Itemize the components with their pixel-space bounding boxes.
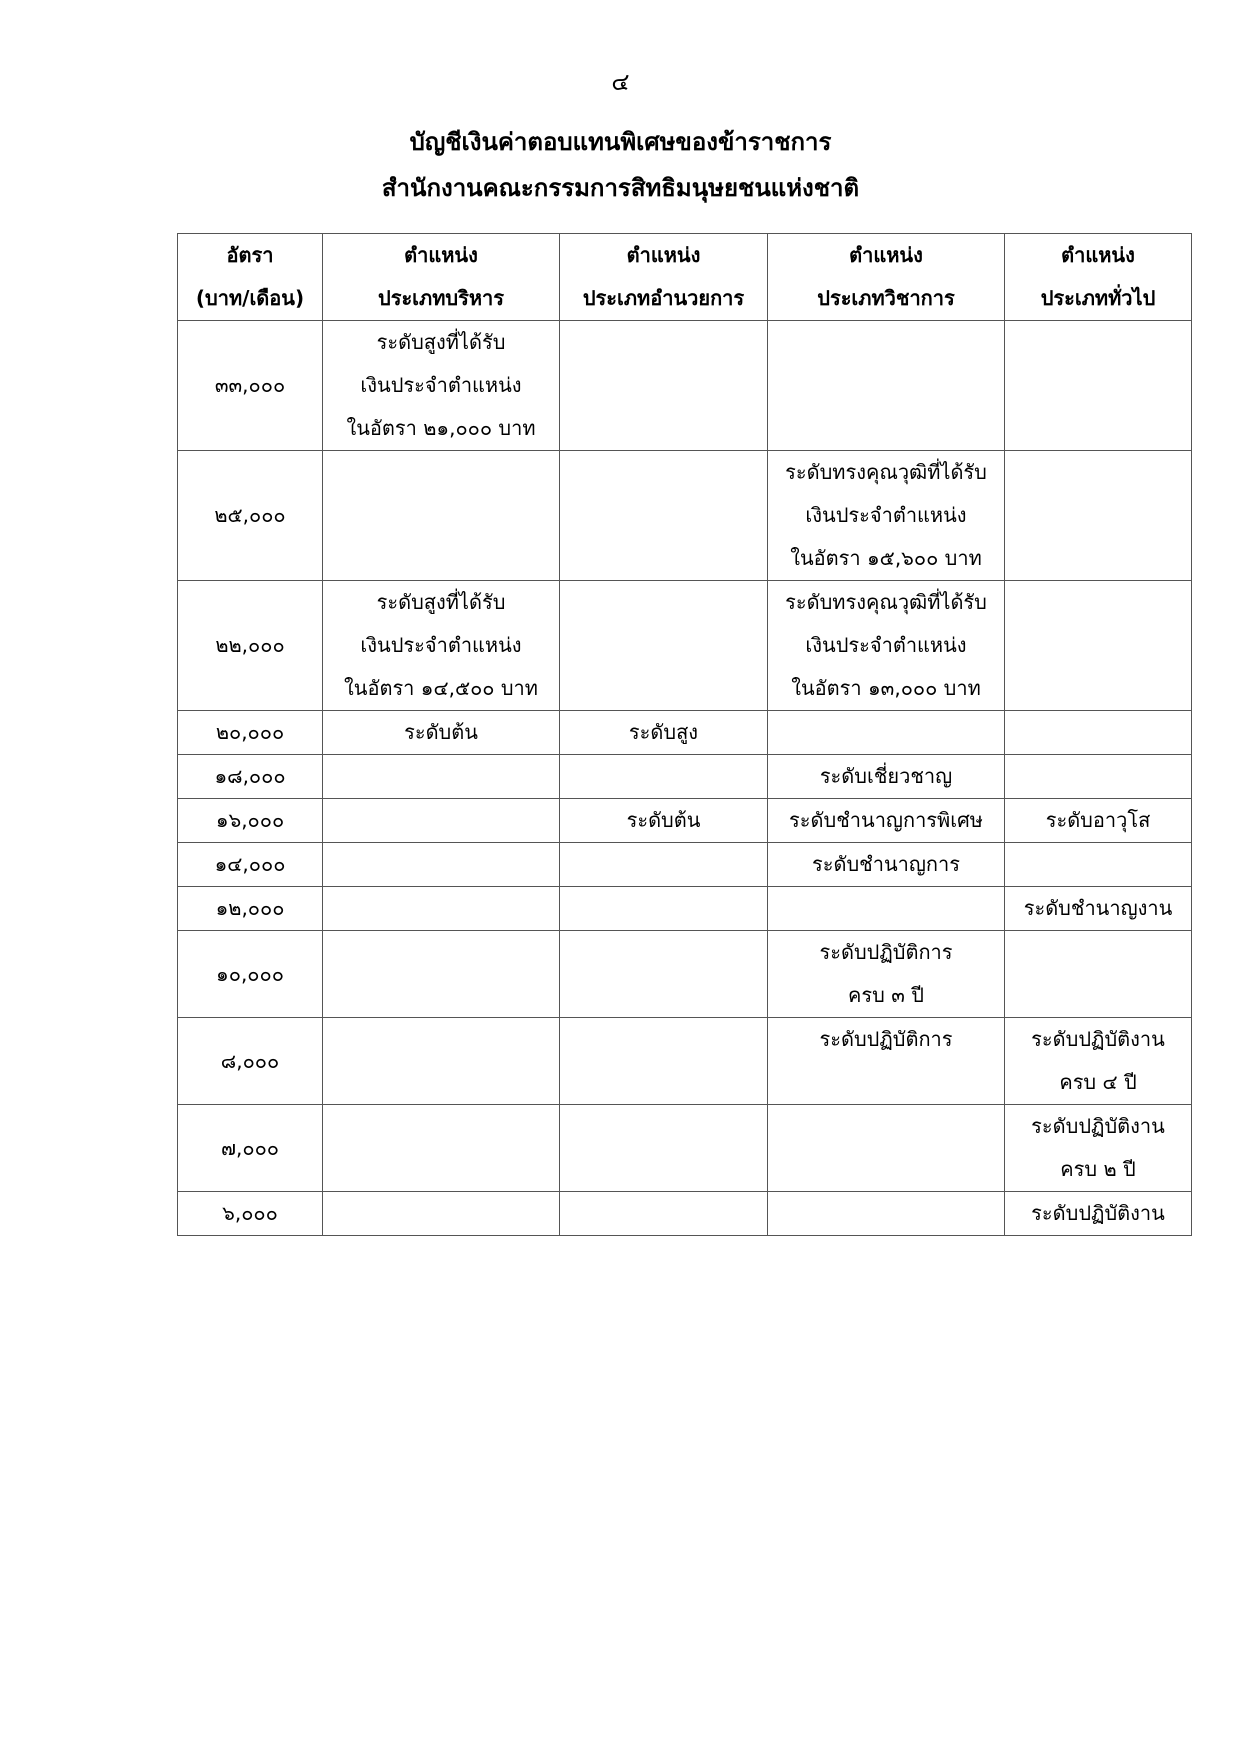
executive-cell-line: ในอัตรา ๒๑,๐๐๐ บาท: [346, 416, 536, 440]
header-row: [178, 234, 1192, 321]
executive-cell: [323, 887, 560, 931]
academic-cell-line: ระดับชำนาญการพิเศษ: [789, 808, 983, 832]
executive-cell: [323, 799, 560, 843]
academic-cell: [768, 931, 1005, 1018]
general-cell: [1005, 843, 1192, 887]
executive-cell: [323, 451, 560, 581]
executive-cell: [323, 1105, 560, 1192]
table-row: [178, 581, 1192, 711]
rate-cell: ๑๐,๐๐๐: [178, 931, 323, 1018]
table-row: [178, 755, 1192, 799]
header-general: [1005, 234, 1192, 321]
academic-cell: [768, 321, 1005, 451]
administrative-cell: [560, 1018, 768, 1105]
rate-cell: ๑๘,๐๐๐: [178, 755, 323, 799]
administrative-cell: [560, 581, 768, 711]
header-executive: [323, 234, 560, 321]
academic-cell: [768, 581, 1005, 711]
administrative-cell: [560, 1105, 768, 1192]
rate-cell: ๑๖,๐๐๐: [178, 799, 323, 843]
general-cell: [1005, 799, 1192, 843]
executive-cell: [323, 1192, 560, 1236]
general-cell-line: ระดับปฏิบัติงาน: [1031, 1027, 1165, 1051]
table-row: [178, 1192, 1192, 1236]
administrative-cell: [560, 1192, 768, 1236]
administrative-cell: [560, 931, 768, 1018]
table-row: [178, 711, 1192, 755]
general-cell-line: ระดับปฏิบัติงาน: [1031, 1201, 1165, 1225]
academic-cell-line: ในอัตรา ๑๕,๖๐๐ บาท: [790, 546, 982, 570]
general-cell-line: ระดับอาวุโส: [1045, 808, 1151, 832]
rate-cell: ๑๒,๐๐๐: [178, 887, 323, 931]
academic-cell-line: ระดับทรงคุณวุฒิที่ได้รับ: [785, 460, 987, 484]
administrative-cell: [560, 451, 768, 581]
academic-cell: [768, 755, 1005, 799]
general-cell: [1005, 887, 1192, 931]
academic-cell: [768, 1192, 1005, 1236]
general-cell: [1005, 1192, 1192, 1236]
compensation-table: [177, 233, 1192, 1236]
executive-cell: [323, 755, 560, 799]
executive-cell: [323, 321, 560, 451]
academic-cell-line: ครบ ๓ ปี: [848, 983, 924, 1007]
general-cell: [1005, 451, 1192, 581]
rate-cell: ๗,๐๐๐: [178, 1105, 323, 1192]
rate-cell: ๒๒,๐๐๐: [178, 581, 323, 711]
header-executive-line2: ประเภทบริหาร: [378, 286, 504, 310]
administrative-cell: [560, 887, 768, 931]
page-number: ๔: [611, 68, 630, 96]
general-cell: [1005, 755, 1192, 799]
header-general-line1: ตำแหน่ง: [1061, 243, 1135, 267]
header-rate: [178, 234, 323, 321]
rate-cell: ๒๕,๐๐๐: [178, 451, 323, 581]
academic-cell-line: ระดับทรงคุณวุฒิที่ได้รับ: [785, 590, 987, 614]
header-general-line2: ประเภททั่วไป: [1040, 286, 1156, 310]
general-cell: [1005, 321, 1192, 451]
document-subtitle: สำนักงานคณะกรรมการสิทธิมนุษยชนแห่งชาติ: [381, 174, 860, 202]
table-row: [178, 799, 1192, 843]
general-cell: [1005, 931, 1192, 1018]
executive-cell: [323, 843, 560, 887]
academic-cell-line: ระดับปฏิบัติการ: [819, 940, 953, 964]
academic-cell: [768, 711, 1005, 755]
header-rate-line2: (บาท/เดือน): [195, 286, 305, 310]
general-cell-line: ครบ ๒ ปี: [1060, 1157, 1136, 1181]
general-cell: [1005, 711, 1192, 755]
table-row: [178, 451, 1192, 581]
header-executive-line1: ตำแหน่ง: [404, 243, 478, 267]
executive-cell: [323, 1018, 560, 1105]
header-administrative-line1: ตำแหน่ง: [626, 243, 701, 267]
table-row: [178, 843, 1192, 887]
academic-cell-line: เงินประจำตำแหน่ง: [805, 633, 967, 657]
administrative-cell: [560, 843, 768, 887]
executive-cell: [323, 581, 560, 711]
general-cell-line: ครบ ๔ ปี: [1059, 1070, 1137, 1094]
academic-cell: [768, 843, 1005, 887]
academic-cell: [768, 799, 1005, 843]
rate-cell: ๖,๐๐๐: [178, 1192, 323, 1236]
executive-cell-line: เงินประจำตำแหน่ง: [360, 633, 522, 657]
academic-cell-line: เงินประจำตำแหน่ง: [805, 503, 967, 527]
executive-cell: [323, 711, 560, 755]
rate-cell: ๑๔,๐๐๐: [178, 843, 323, 887]
executive-cell-line: ระดับต้น: [404, 720, 478, 744]
executive-cell: [323, 931, 560, 1018]
header-academic-line1: ตำแหน่ง: [849, 243, 923, 267]
header-administrative-line2: ประเภทอำนวยการ: [582, 286, 745, 310]
table-row: [178, 1018, 1192, 1105]
rate-cell: ๓๓,๐๐๐: [178, 321, 323, 451]
academic-cell-line: ระดับชำนาญการ: [812, 852, 960, 876]
administrative-cell: [560, 711, 768, 755]
general-cell-line: ระดับปฏิบัติงาน: [1031, 1114, 1165, 1138]
executive-cell-line: ระดับสูงที่ได้รับ: [376, 590, 506, 614]
header-academic: [768, 234, 1005, 321]
rate-cell: ๘,๐๐๐: [178, 1018, 323, 1105]
header-academic-line2: ประเภทวิชาการ: [817, 286, 955, 310]
academic-cell-line: ในอัตรา ๑๓,๐๐๐ บาท: [791, 676, 981, 700]
academic-cell: [768, 451, 1005, 581]
general-cell: [1005, 581, 1192, 711]
general-cell: [1005, 1105, 1192, 1192]
table-row: [178, 931, 1192, 1018]
administrative-cell: [560, 321, 768, 451]
executive-cell-line: เงินประจำตำแหน่ง: [360, 373, 522, 397]
administrative-cell-line: ระดับสูง: [628, 720, 699, 744]
header-rate-line1: อัตรา: [226, 243, 274, 267]
administrative-cell: [560, 755, 768, 799]
document-title: บัญชีเงินค่าตอบแทนพิเศษของข้าราชการ: [409, 128, 832, 156]
rate-cell: ๒๐,๐๐๐: [178, 711, 323, 755]
academic-cell-line: ระดับปฏิบัติการ: [819, 1027, 953, 1051]
executive-cell-line: ในอัตรา ๑๔,๕๐๐ บาท: [344, 676, 538, 700]
general-cell-line: ระดับชำนาญงาน: [1023, 896, 1173, 920]
table-row: [178, 1105, 1192, 1192]
academic-cell: [768, 1105, 1005, 1192]
administrative-cell: [560, 799, 768, 843]
executive-cell-line: ระดับสูงที่ได้รับ: [376, 330, 506, 354]
academic-cell: [768, 1018, 1005, 1105]
table-row: [178, 887, 1192, 931]
general-cell: [1005, 1018, 1192, 1105]
academic-cell-line: ระดับเชี่ยวชาญ: [819, 764, 953, 788]
table-row: [178, 321, 1192, 451]
academic-cell: [768, 887, 1005, 931]
header-administrative: [560, 234, 768, 321]
administrative-cell-line: ระดับต้น: [626, 808, 701, 832]
